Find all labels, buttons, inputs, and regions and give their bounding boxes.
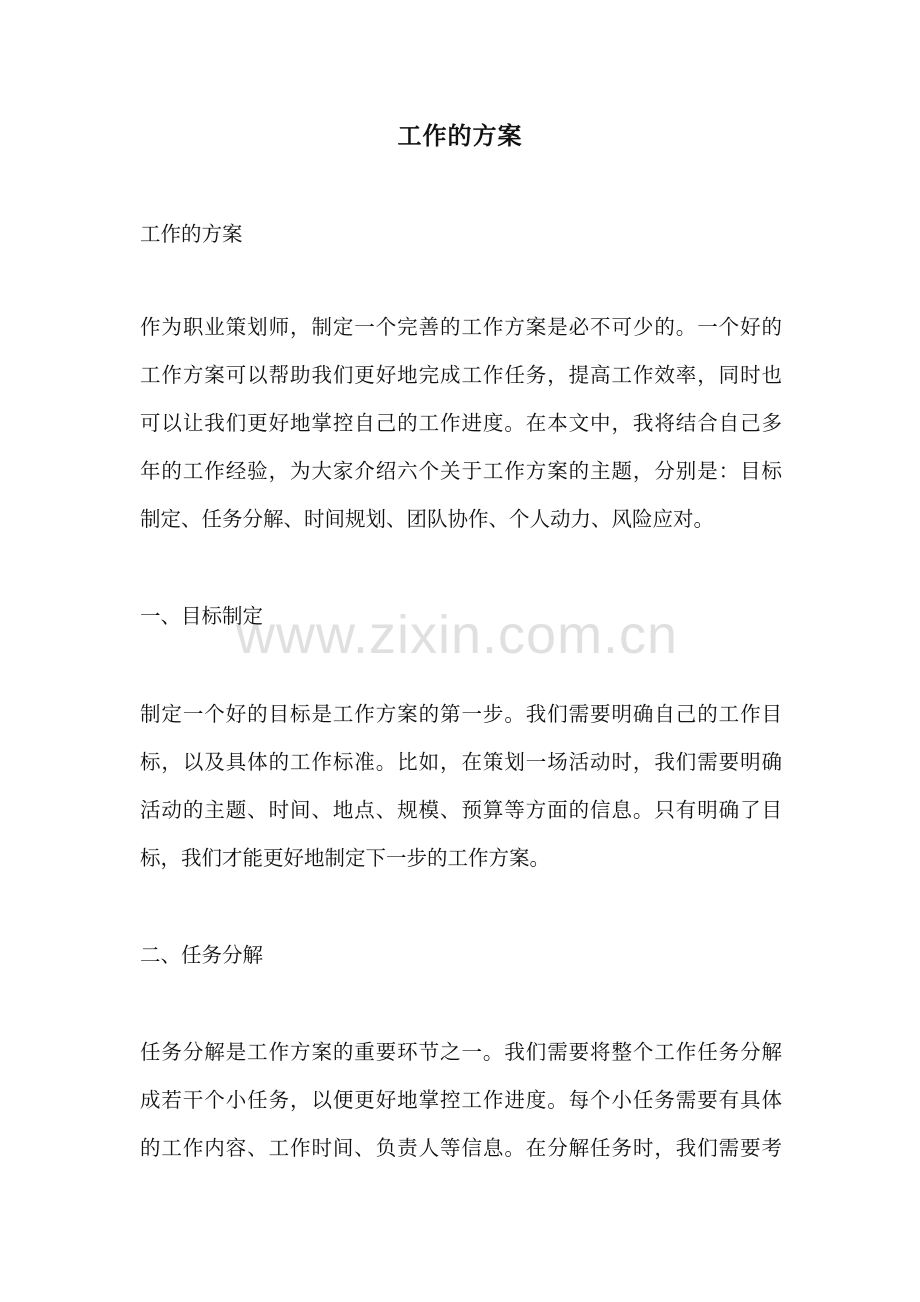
intro-line: 作为职业策划师，制定一个完善的工作方案是必不可少的。一个好的 [140, 315, 782, 339]
section-line: 标，以及具体的工作标准。比如，在策划一场活动时，我们需要明确 [140, 750, 782, 774]
section-line: 制定一个好的目标是工作方案的第一步。我们需要明确自己的工作目 [140, 702, 782, 726]
intro-line: 工作方案可以帮助我们更好地完成工作任务，提高工作效率，同时也 [140, 363, 782, 387]
section-line: 活动的主题、时间、地点、规模、预算等方面的信息。只有明确了目 [140, 798, 782, 822]
section-line: 的工作内容、工作时间、负责人等信息。在分解任务时，我们需要考 [140, 1136, 782, 1160]
watermark-text: www.zixin.com.cn [236, 605, 679, 665]
intro-line: 年的工作经验，为大家介绍六个关于工作方案的主题，分别是：目标 [140, 459, 782, 483]
document-subtitle: 工作的方案 [140, 222, 243, 246]
document-title: 工作的方案 [397, 121, 523, 150]
section-heading-task-breakdown: 二、任务分解 [140, 943, 263, 967]
section-line: 标，我们才能更好地制定下一步的工作方案。 [140, 846, 550, 870]
section-heading-goal-setting: 一、目标制定 [140, 604, 263, 628]
intro-line: 可以让我们更好地掌控自己的工作进度。在本文中，我将结合自己多 [140, 411, 782, 435]
section-line: 任务分解是工作方案的重要环节之一。我们需要将整个工作任务分解 [140, 1040, 782, 1064]
section-line: 成若干个小任务，以便更好地掌控工作进度。每个小任务需要有具体 [140, 1088, 782, 1112]
intro-line: 制定、任务分解、时间规划、团队协作、个人动力、风险应对。 [140, 507, 714, 531]
